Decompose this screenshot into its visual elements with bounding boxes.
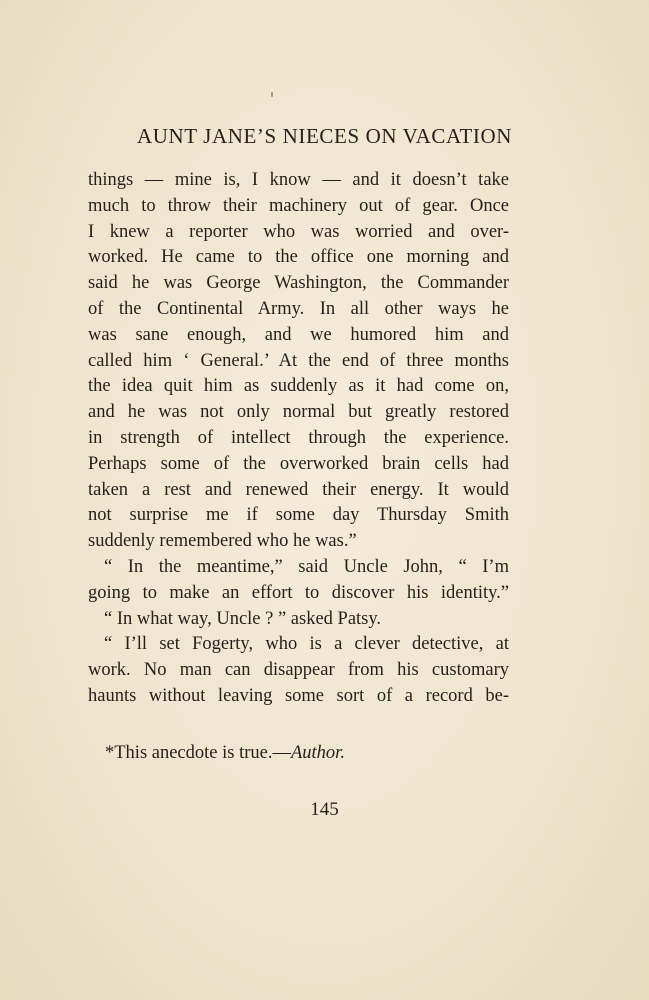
text-line: not surprise me if some day Thursday Smith [88,505,509,526]
body-text [88,168,509,710]
text-line: Perhaps some of the overworked brain cells had [88,453,509,474]
text-line: work. No man can disappear from his customary [88,660,509,681]
text-line: going to make an effort to discover his identity.” [88,582,509,603]
text-line: in strength of intellect through the experience. [88,427,509,448]
text-line: things — mine is, I know — and it doesn’t take [88,170,509,190]
text-line: the idea quit him as suddenly as it had come on, [88,376,509,397]
running-head: AUNT JANE’S NIECES ON VACATION [136,124,513,148]
text-line: taken a rest and renewed their energy. It would [88,479,509,500]
text-line: “ I’ll set Fogerty, who is a clever detective, at [104,634,509,655]
text-line: of the Continental Army. In all other ways he [88,298,509,319]
text-line: and he was not only normal but greatly restored [88,402,509,423]
footnote-text: *This anecdote is true.— [105,743,291,763]
text-line: I knew a reporter who was worried and over- [88,221,509,242]
footnote [105,740,345,766]
paper-speck [271,92,273,97]
text-line: was sane enough, and we humored him and [88,324,509,345]
footnote-author: Author. [290,743,345,763]
text-line: called him ‘ General.’ At the end of three months [88,350,509,371]
text-line: worked. He came to the office one morning and [88,247,509,268]
text-line: much to throw their machinery out of gear. Once [88,195,509,216]
text-line: said he was George Washington, the Commander [88,273,509,294]
page-number: 145 [310,799,339,820]
text-line: “ In the meantime,” said Uncle John, “ I’m [104,556,509,577]
text-line: suddenly remembered who he was.” [88,531,357,552]
text-line: haunts without leaving some sort of a record be- [88,685,509,706]
text-line: “ In what way, Uncle ? ” asked Patsy. [104,608,382,629]
